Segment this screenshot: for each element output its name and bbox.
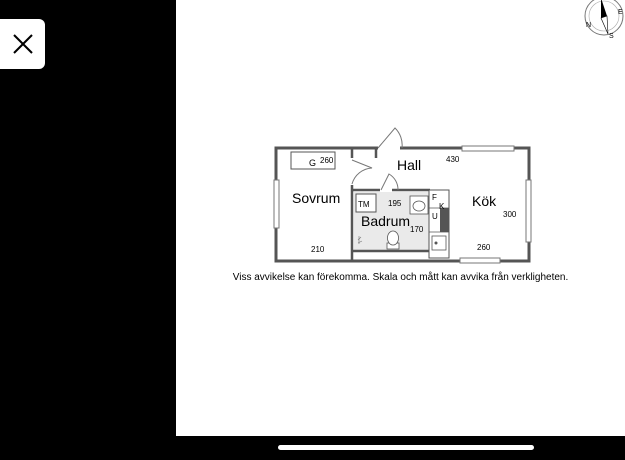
compass-s: S [609,33,614,40]
toilet [387,231,399,249]
fixture-label-tm: TM [358,200,370,209]
room-label-hall: Hall [397,157,422,173]
dim-sovrum-bottom: 210 [311,245,325,254]
room-label-kok: Kök [472,193,497,209]
fixture-label-ugn: U [432,212,438,221]
fixture-label-garderob: G [309,158,317,168]
disclaimer-text: Viss avvikelse kan förekomma. Skala och mått kan avvika från verkligheten. [232,272,569,283]
dim-badrum-top: 195 [388,199,402,208]
dim-sovrum-top: 260 [320,156,334,165]
compass-n: N [586,22,592,29]
room-label-badrum: Badrum [361,213,411,229]
dim-kok-right: 300 [503,210,517,219]
room-label-sovrum: Sovrum [292,190,341,206]
dim-kok-bottom: 260 [477,243,491,252]
home-indicator[interactable] [278,445,534,450]
dim-hall-top: 430 [446,155,460,164]
dim-badrum-right: 170 [410,225,424,234]
compass-icon [585,0,623,40]
compass-e: E [618,9,623,16]
fixture-label-frys: F [432,193,437,202]
fixture-label-kyl: K [439,202,445,211]
